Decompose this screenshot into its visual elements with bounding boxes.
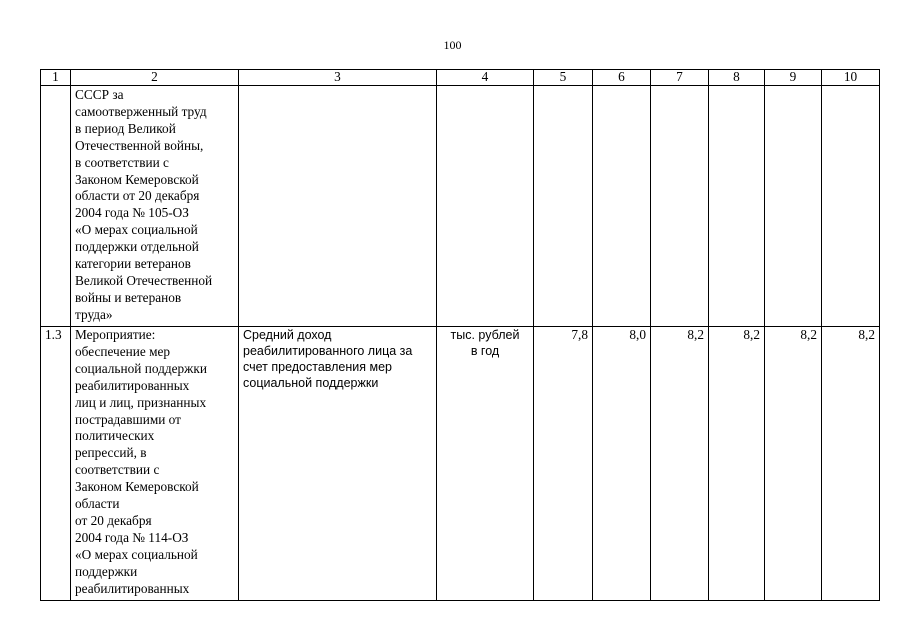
table-header-row <box>41 70 880 86</box>
value-cell-6: 8,0 <box>593 327 651 601</box>
indicator-cell <box>239 86 437 327</box>
value-cell-5 <box>534 86 593 327</box>
unit-cell: тыс. рублей в год <box>437 327 534 601</box>
value-cell-10 <box>822 86 880 327</box>
column-header-4: 4 <box>437 70 534 86</box>
column-header-2: 2 <box>71 70 239 86</box>
column-header-6: 6 <box>593 70 651 86</box>
value-cell-6 <box>593 86 651 327</box>
column-header-8: 8 <box>709 70 765 86</box>
page-number: 100 <box>443 38 462 52</box>
table-row-continuation <box>41 86 880 327</box>
column-header-3: 3 <box>239 70 437 86</box>
column-header-9: 9 <box>765 70 822 86</box>
value-cell-10: 8,2 <box>822 327 880 601</box>
value-cell-7 <box>651 86 709 327</box>
value-cell-9 <box>765 86 822 327</box>
value-cell-8 <box>709 86 765 327</box>
description-cell: Мероприятие: обеспечение мер социальной поддержки реабилитированных лиц и лиц, признанных пострадавшими от политических репрессий, в соответствии с Законом Кемеровской области от 20 декабря 2004 года № 114-ОЗ «О мерах социальной поддержки реабилитированных <box>71 327 239 601</box>
indicator-cell: Средний доход реабилитированного лица за счет предоставления мер социальной поддержки <box>239 327 437 601</box>
column-header-10: 10 <box>822 70 880 86</box>
row-number-cell <box>41 86 71 327</box>
column-header-5: 5 <box>534 70 593 86</box>
value-cell-5: 7,8 <box>534 327 593 601</box>
column-header-1: 1 <box>41 70 71 86</box>
unit-cell <box>437 86 534 327</box>
description-cell: СССР за самоотверженный труд в период Великой Отечественной войны, в соответствии с Законом Кемеровской области от 20 декабря 2004 года № 105-ОЗ «О мерах социальной поддержки отдельной категории ветеранов Великой Отечественной войны и ветеранов труда» <box>71 86 239 327</box>
row-number-cell: 1.3 <box>41 327 71 601</box>
column-header-7: 7 <box>651 70 709 86</box>
value-cell-9: 8,2 <box>765 327 822 601</box>
document-table <box>40 69 880 601</box>
value-cell-7: 8,2 <box>651 327 709 601</box>
table-row-1-3 <box>41 327 880 601</box>
value-cell-8: 8,2 <box>709 327 765 601</box>
